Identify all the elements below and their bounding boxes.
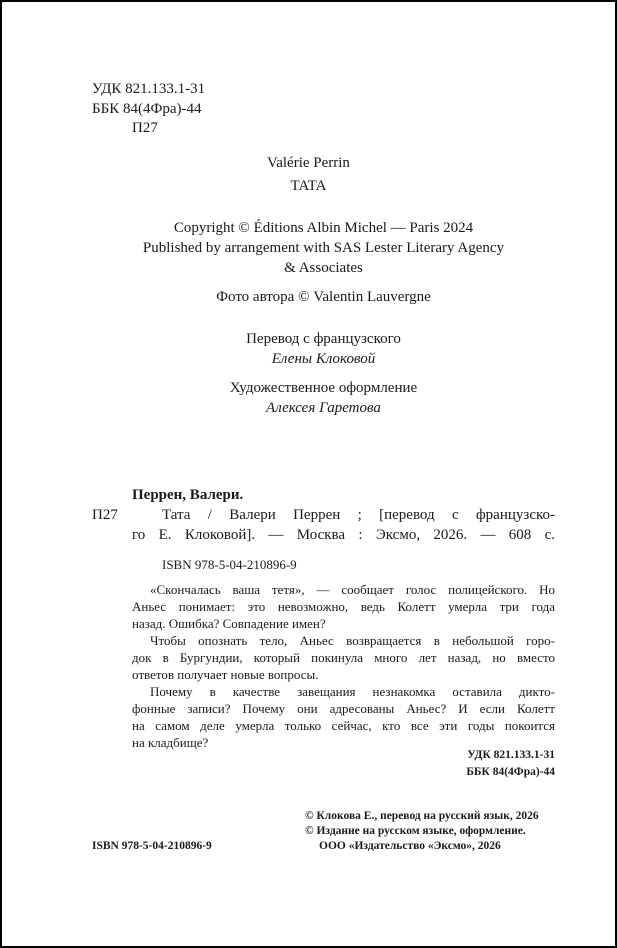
footer-udk: УДК 821.133.1-31 <box>467 749 555 761</box>
photo-credit: Фото автора © Valentin Lauvergne <box>216 289 431 305</box>
footer-copyright-3: ООО «Издательство «Эксмо», 2026 <box>319 840 501 852</box>
published-line-2: & Associates <box>284 260 363 276</box>
annotation-line: фонные записи? Почему они адресованы Аньес? И если Колетт <box>132 701 555 716</box>
bbk-code: ББК 84(4Фра)-44 <box>92 101 202 117</box>
original-title: TATA <box>290 178 327 194</box>
annotation-line: «Скончалась ваша тетя», — сообщает голос полицейского. Но <box>150 582 555 597</box>
translator-name: Елены Клоковой <box>271 351 376 367</box>
annotation-line: назад. Ошибка? Совпадение имен? <box>132 616 326 631</box>
udk-code: УДК 821.133.1-31 <box>92 81 206 97</box>
catalog-code: П27 <box>92 507 118 523</box>
annotation-line: Чтобы опознать тело, Аньес возвращается в небольшой горо- <box>150 633 555 648</box>
author-mark: П27 <box>132 120 158 136</box>
footer-copyright-2: © Издание на русском языке, оформление. <box>305 825 526 837</box>
annotation-line: ответов получает новые вопросы. <box>132 667 319 682</box>
annotation-line: Почему в качестве завещания незнакомка оставила дикто- <box>150 684 555 699</box>
catalog-heading: Перрен, Валери. <box>132 487 244 503</box>
catalog-isbn: ISBN 978-5-04-210896-9 <box>162 557 297 572</box>
catalog-line-1: Тата / Валери Перрен ; [перевод с французско- <box>162 507 555 523</box>
catalog-line-2: го Е. Клоковой]. — Москва : Эксмо, 2026. — 608 с. <box>132 527 555 543</box>
footer-copyright-1: © Клокова Е., перевод на русский язык, 2026 <box>305 810 539 822</box>
annotation-line: док в Бургундии, который покинула много лет назад, но вместо <box>132 650 555 665</box>
designer-name: Алексея Гаретова <box>266 400 381 416</box>
annotation-line: на кладбище? <box>132 735 209 750</box>
annotation-line: Аньес понимает: это невозможно, ведь Колетт умерла три года <box>132 599 555 614</box>
published-line-1: Published by arrangement with SAS Lester Literary Agency <box>142 240 505 256</box>
design-label: Художественное оформление <box>229 380 418 396</box>
copyright-line: Copyright © Éditions Albin Michel — Paris 2024 <box>173 220 474 236</box>
footer-isbn: ISBN 978-5-04-210896-9 <box>92 840 212 852</box>
annotation-line: на самом деле умерла только сейчас, кто все эти годы покоится <box>132 718 555 733</box>
footer-bbk: ББК 84(4Фра)-44 <box>466 766 555 778</box>
translation-label: Перевод с французского <box>246 331 401 347</box>
original-author: Valérie Perrin <box>267 155 350 171</box>
